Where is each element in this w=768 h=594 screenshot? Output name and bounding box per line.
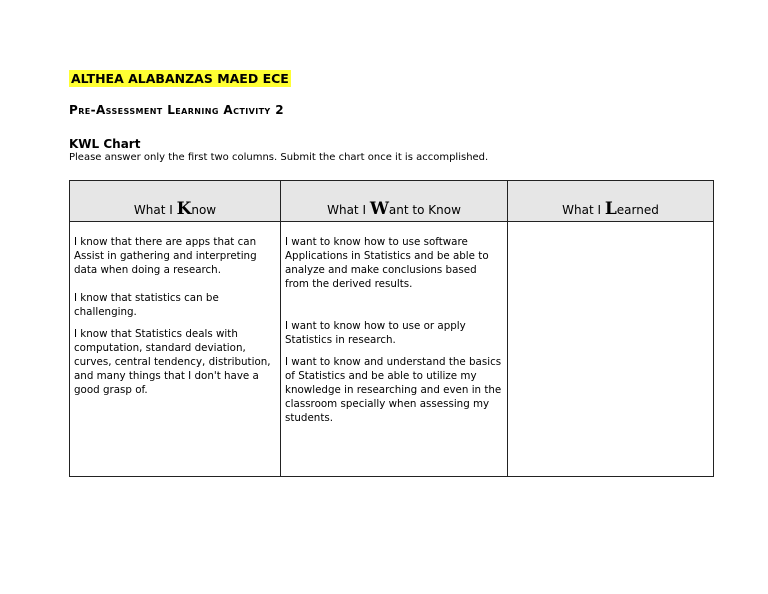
kwl-table (69, 180, 714, 477)
header-want-rest: ant to Know (388, 203, 461, 217)
want-entry: I want to know and understand the basics of Statistics and be able to utilize my knowledge in researching and even in the classroom specially when assessing my students. (285, 356, 502, 424)
know-cell (70, 222, 281, 477)
header-know-initial: K (176, 199, 192, 219)
want-entry: I want to know how to use software Applications in Statistics and be able to analyze and make conclusions based from the derived results. (285, 236, 489, 290)
header-know (70, 181, 281, 222)
chart-title: KWL Chart (69, 137, 141, 151)
know-entry: I know that Statistics deals with computation, standard deviation, curves, central tendency, distribution, and many things that I don't have a good grasp of. (74, 328, 271, 396)
header-know-rest: now (191, 203, 217, 217)
header-want-initial: W (369, 199, 389, 219)
instructions: Please answer only the first two columns. Submit the chart once it is accomplished. (69, 152, 489, 163)
activity-title: Pre-Assessment Learning Activity 2 (69, 103, 284, 117)
know-entry: I know that statistics can be challenging. (74, 292, 219, 318)
header-row (70, 181, 714, 222)
author-line: ALTHEA ALABANZAS MAED ECE (71, 71, 289, 86)
header-learned-prefix: What I (562, 203, 605, 217)
know-entry: I know that there are apps that can Assist in gathering and interpreting data when doing a research. (74, 236, 257, 276)
header-know-prefix: What I (133, 203, 177, 217)
want-cell (281, 222, 508, 477)
content-row (70, 222, 714, 477)
header-learned-rest: earned (616, 203, 659, 217)
header-learned (508, 181, 714, 222)
header-want (281, 181, 508, 222)
want-entry: I want to know how to use or apply Statistics in research. (285, 320, 466, 346)
header-want-prefix: What I (327, 203, 370, 217)
learned-cell[interactable] (508, 222, 714, 477)
header-learned-initial: L (604, 199, 617, 219)
